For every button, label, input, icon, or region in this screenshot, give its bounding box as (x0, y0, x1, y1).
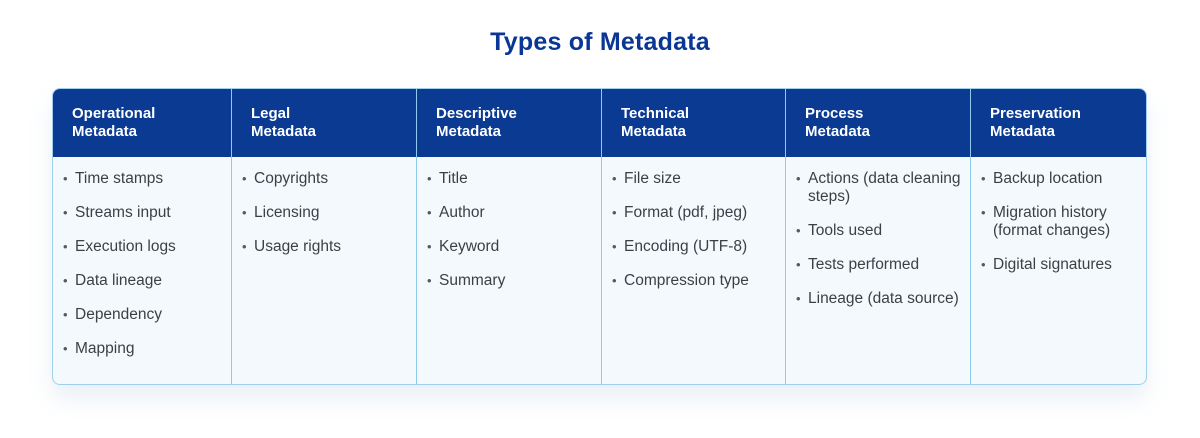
bullet-icon: • (796, 171, 801, 186)
column-process (785, 89, 970, 384)
column-legal (231, 89, 416, 384)
bullet-icon: • (981, 171, 986, 186)
column-heading-line: Preservation (990, 105, 1081, 122)
list-item-text: Lineage (data source) (808, 290, 959, 307)
list-item (53, 340, 231, 358)
list-item-text: Digital signatures (993, 256, 1112, 273)
bullet-icon: • (63, 307, 68, 322)
list-item-text: Execution logs (75, 238, 176, 255)
list-item-text: Compression type (624, 272, 749, 289)
list-item-text: Mapping (75, 340, 135, 357)
bullet-icon: • (612, 205, 617, 220)
column-heading-line: Metadata (621, 123, 687, 140)
column-heading-line: Descriptive (436, 105, 517, 122)
list-item (417, 272, 601, 290)
list-item-text: Copyrights (254, 170, 329, 187)
column-operational (53, 89, 231, 384)
column-heading (602, 89, 785, 157)
bullet-icon: • (427, 239, 432, 254)
list-item (971, 170, 1147, 188)
list-item (786, 256, 970, 274)
bullet-icon: • (427, 171, 432, 186)
bullet-icon: • (63, 205, 68, 220)
bullet-icon: • (63, 273, 68, 288)
column-technical (601, 89, 785, 384)
list-item-text: Dependency (75, 306, 163, 323)
list-item (417, 170, 601, 188)
list-item (417, 238, 601, 256)
list-item (786, 222, 970, 240)
metadata-table (52, 88, 1147, 385)
list-item-text: Keyword (439, 238, 500, 255)
column-preservation (970, 89, 1147, 384)
list-item-text: Title (439, 170, 468, 187)
bullet-icon: • (242, 239, 247, 254)
list-item-text: Encoding (UTF-8) (624, 238, 748, 255)
bullet-icon: • (796, 223, 801, 238)
bullet-icon: • (612, 171, 617, 186)
bullet-icon: • (427, 205, 432, 220)
list-item (786, 290, 970, 308)
diagram-title: Types of Metadata (490, 28, 710, 56)
column-heading-line: Metadata (72, 123, 138, 140)
list-item-text: Migration history (format changes) (993, 204, 1111, 239)
column-heading-line: Metadata (805, 123, 871, 140)
list-item-text: Licensing (254, 204, 320, 221)
column-heading-line: Metadata (251, 123, 317, 140)
column-heading (53, 89, 231, 157)
column-heading-line: Operational (72, 105, 156, 122)
list-item (232, 170, 416, 188)
list-item (602, 238, 785, 256)
list-item-text: Actions (data cleaning steps) (808, 170, 961, 205)
list-item-text: Data lineage (75, 272, 163, 289)
list-item (602, 170, 785, 188)
list-item (786, 170, 970, 206)
bullet-icon: • (612, 239, 617, 254)
bullet-icon: • (981, 205, 986, 220)
bullet-icon: • (612, 273, 617, 288)
list-item-text: Streams input (75, 204, 171, 221)
list-item-text: Time stamps (75, 170, 164, 187)
list-item-text: File size (624, 170, 681, 187)
list-item (53, 238, 231, 256)
list-item (53, 272, 231, 290)
item-list (232, 170, 416, 272)
item-list (53, 170, 231, 374)
list-item-text: Usage rights (254, 238, 342, 255)
column-heading (971, 89, 1147, 157)
bullet-icon: • (796, 291, 801, 306)
bullet-icon: • (981, 257, 986, 272)
column-heading-line: Metadata (436, 123, 502, 140)
item-list (602, 170, 785, 306)
list-item (53, 204, 231, 222)
list-item-text: Tests performed (808, 256, 920, 273)
list-item (232, 204, 416, 222)
list-item-text: Tools used (808, 222, 883, 239)
list-item-text: Backup location (993, 170, 1103, 187)
bullet-icon: • (242, 205, 247, 220)
list-item (417, 204, 601, 222)
bullet-icon: • (427, 273, 432, 288)
item-list (786, 170, 994, 324)
list-item (53, 170, 231, 188)
list-item-text: Summary (439, 272, 506, 289)
column-heading (786, 89, 970, 157)
bullet-icon: • (63, 171, 68, 186)
list-item (602, 204, 785, 222)
item-list (971, 170, 1147, 290)
list-item (232, 238, 416, 256)
list-item-text: Format (pdf, jpeg) (624, 204, 748, 221)
list-item (971, 256, 1147, 274)
item-list (417, 170, 601, 306)
bullet-icon: • (242, 171, 247, 186)
column-heading-line: Process (805, 105, 864, 122)
bullet-icon: • (63, 341, 68, 356)
column-heading (232, 89, 416, 157)
column-descriptive (416, 89, 601, 384)
column-heading-line: Metadata (990, 123, 1056, 140)
list-item (53, 306, 231, 324)
column-heading-line: Legal (251, 105, 291, 122)
list-item (971, 204, 1147, 240)
column-heading-line: Technical (621, 105, 690, 122)
list-item (602, 272, 785, 290)
list-item-text: Author (439, 204, 485, 221)
column-heading (417, 89, 601, 157)
bullet-icon: • (796, 257, 801, 272)
bullet-icon: • (63, 239, 68, 254)
